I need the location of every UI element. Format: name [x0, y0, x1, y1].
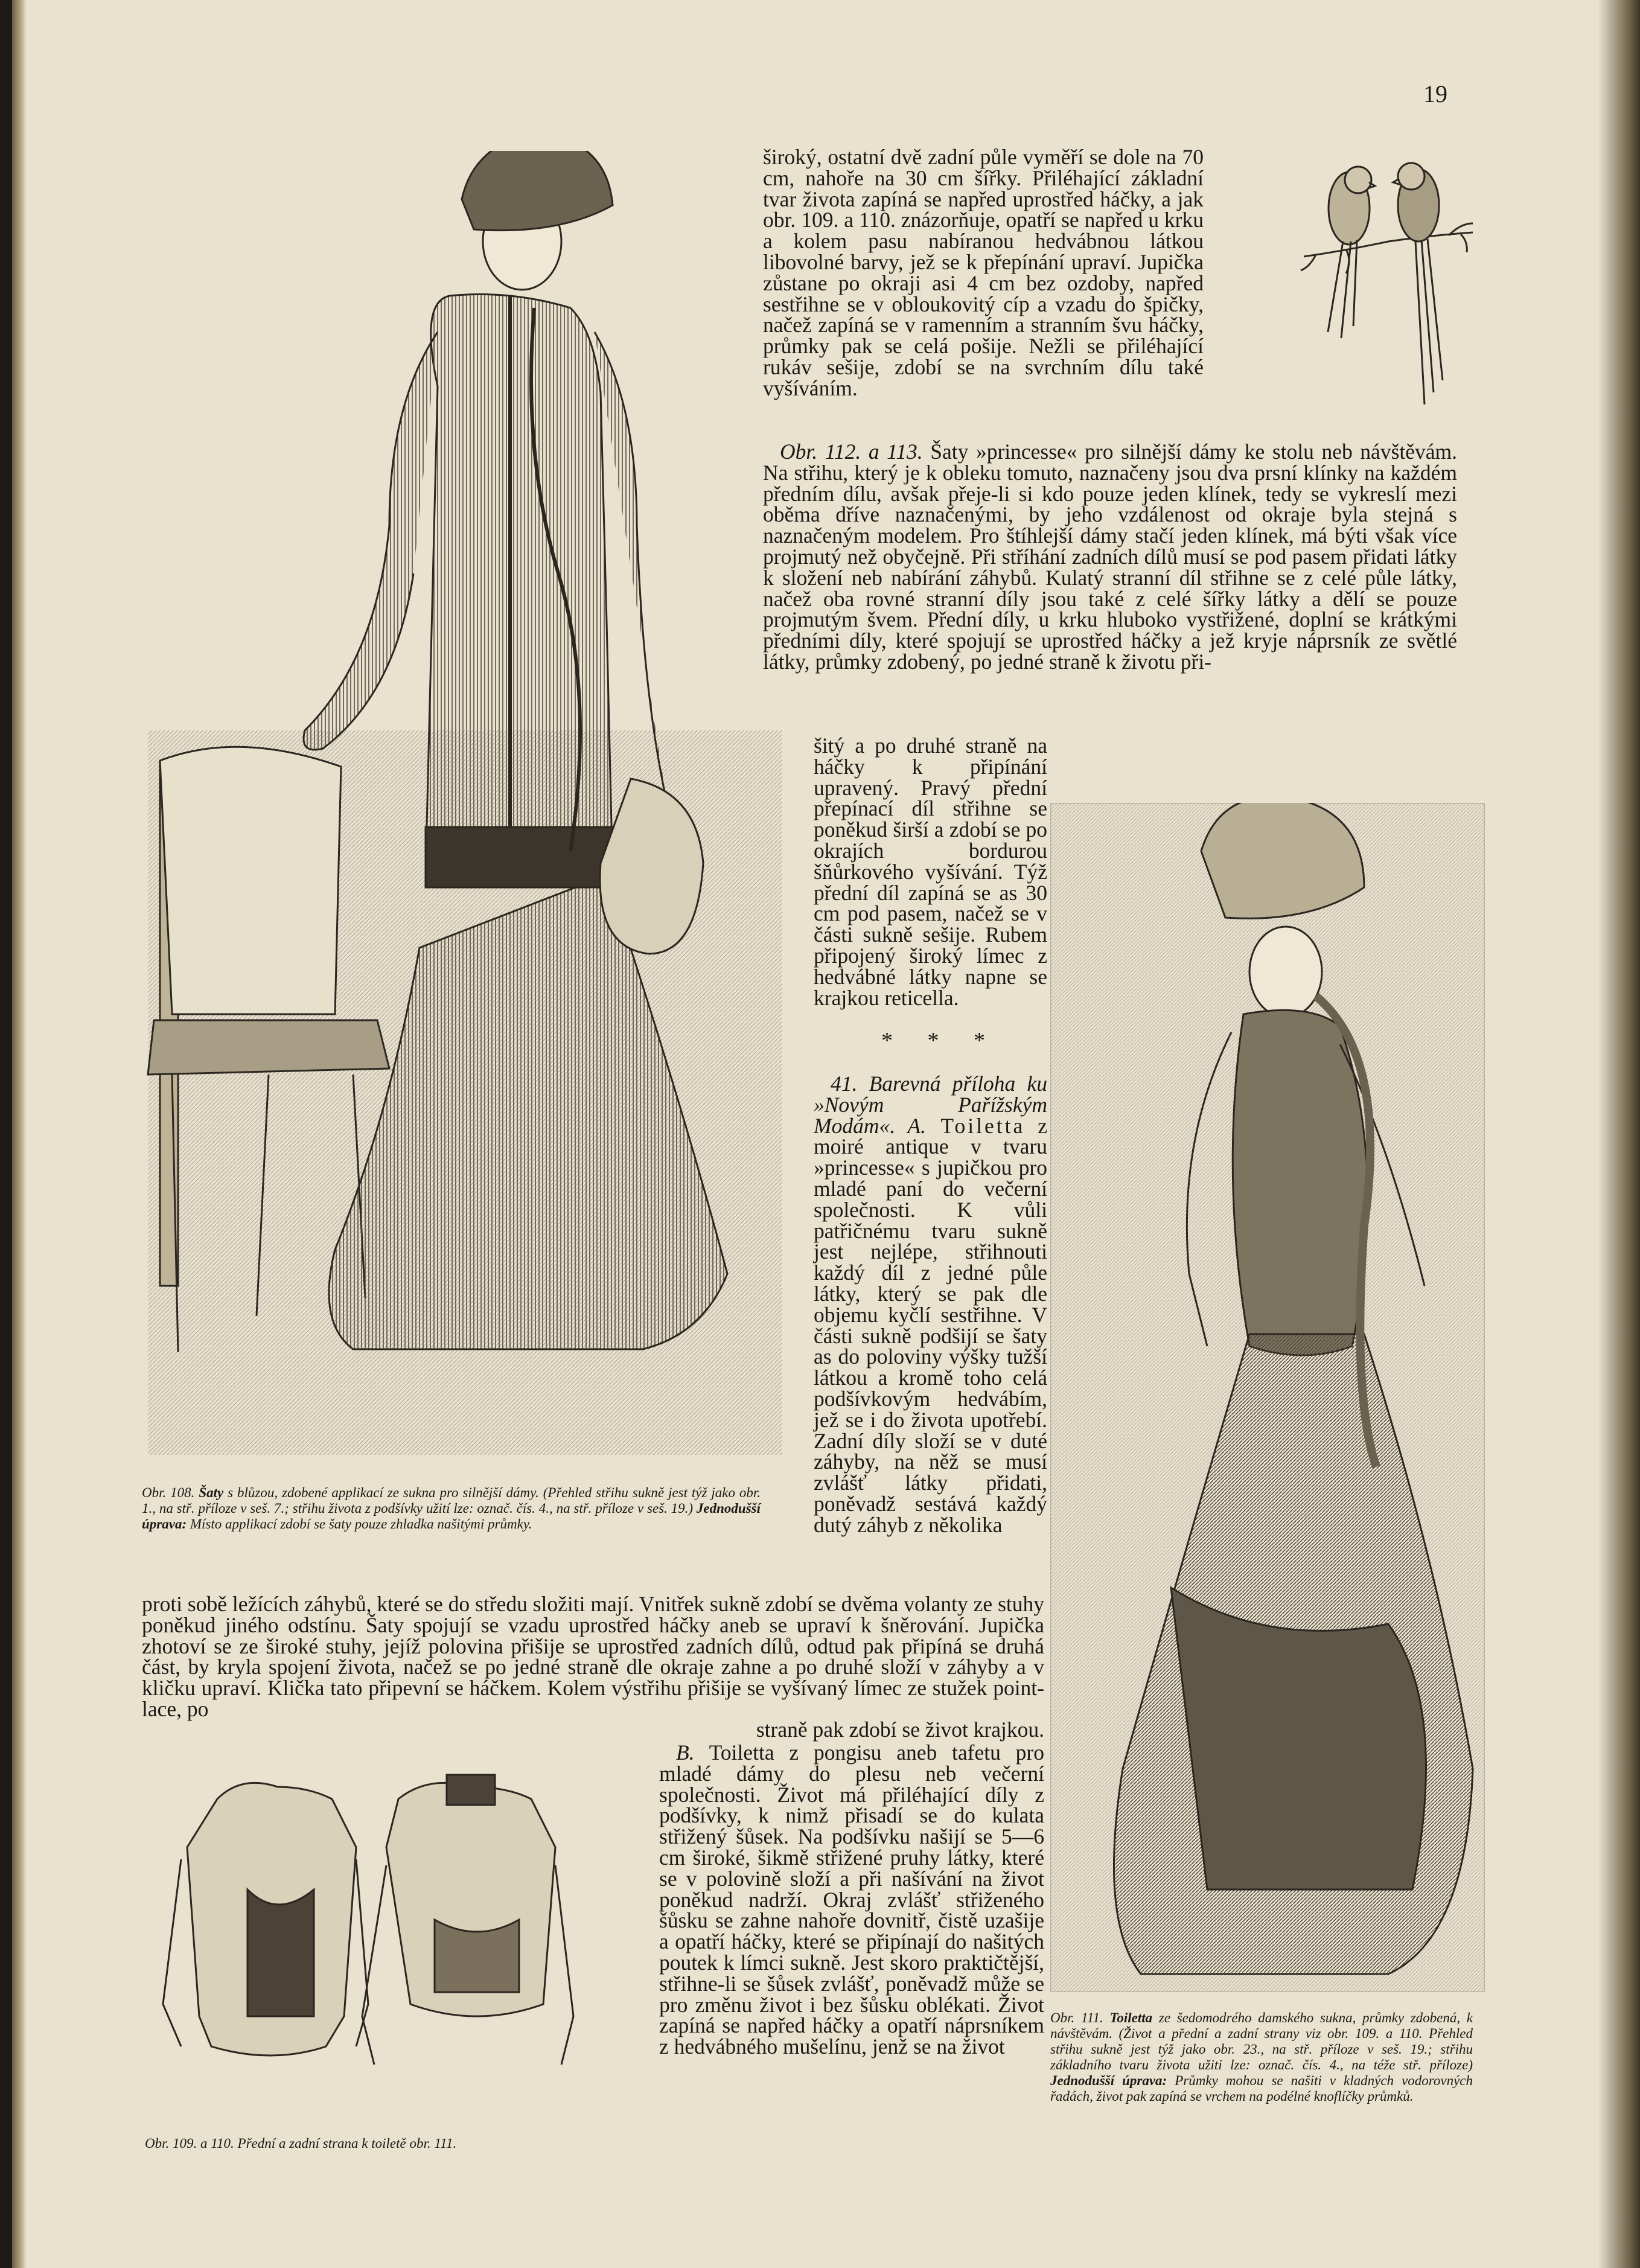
priloha-label: 41. Barevná příloha ku »Novým Pařížským Modám«. — [814, 1072, 1047, 1138]
caption-obr108-title: Šaty — [199, 1485, 224, 1500]
obr112-text: Šaty »princesse« pro silnější dámy ke stolu neb návštěvám. Na střihu, který je k obleku tomuto, naznačeny jsou dva prsní klínky na každém předním dílu, avšak přeje-li si kdo pouze jeden klínek, tedy se vykreslí mezi oběma dříve naznačenými, by jeho vzdálenost od okraje byla stejná s naznačeným modelem. Pro štíhlejší dámy stačí jeden klínek, má býti však více projmutý než obyčejně. Při stříhání zadních dílů musí se pod pasem přidati látky k složení neb nabírání záhybů. Kulatý stranní díl střihne se z celé půle látky, načež oba rovné stranní díly jsou také z celé šířky látky a dělí se pouze projmutým švem. Přední díly, u krku hluboko vystřižené, doplní se krátkými předními díly, které spojují se uprostřed háčky a jež kryje náprsník ze světlé látky, průmky zdobený, po jedné straně k životu při- — [763, 439, 1457, 674]
article-wide-paragraph-end — [643, 1719, 1044, 1740]
caption-obr111-simple: Jednodušší úprava: — [1050, 2073, 1167, 2088]
page-right-edge — [1598, 0, 1640, 2268]
caption-obr108-simple: Jednodušší úprava: — [142, 1501, 761, 1532]
priloha-letter: A. — [895, 1113, 926, 1138]
section-separator-stars: * * * — [881, 1028, 1000, 1053]
section-b-text: Toiletta z pongisu aneb tafetu pro mladé dámy do plesu neb večerní společnosti. Život má přiléhající díly z podšívky, k nimž přisadí se do kulata střižený šůsek. Na podšívku našijí se 5—6 cm široké, šikmě střižené pruhy látky, které se v polovině složí a při našívání na život poněkud nadrží. Okraj zvlášť střiženého šůsku se zahne nahoře dovnitř, čistě uzašije a opatří háčky, které se připínají do našitých poutek k límci sukně. Jest skoro praktičtější, střihne-li se šůsek zvlášť, poněvadž může se pro změnu život i bez šůsku oblékati. Život zapíná se napřed háčky a opatří náprsníkem z hedvábného mušelínu, jenž se na život — [659, 1740, 1044, 2059]
caption-obr111-title: Toiletta — [1109, 2010, 1153, 2025]
parakeets-illustration — [1292, 151, 1485, 435]
obr112-label: Obr. 112. a 113. — [780, 439, 923, 464]
section-b-label: B. — [676, 1740, 695, 1765]
article-wide-paragraph — [142, 1594, 1044, 1720]
bodice-front-back-engraving — [157, 1763, 610, 2101]
figure-obr111-engraving — [1050, 803, 1485, 1992]
figure-obr108-engraving — [136, 151, 794, 1455]
priloha-text: z moiré antique v tvaru »princesse« s jupičkou pro mladé paní do večerní společnosti. K vůli patřičnému tvaru sukně jest nejlépe, střihnouti každý díl z jedné půle látky, který se pak dle objemu kyčlí sestřihne. V části sukně podšijí se šaty as do poloviny výšky tužší látkou a kromě toho celá podšívkovým hedvábím, jež se i do života upotřebí. Zadní díly složí se v duté záhyby, na něž se musí zvlášť látky přidati, poněvadž sestává každý dutý záhyb z několika — [814, 1113, 1048, 1537]
caption-obr108-label: Obr. 108. — [142, 1485, 195, 1500]
page-binding-edge — [12, 0, 27, 2268]
caption-obr108-text: s blůzou, zdobené applikací ze sukna pro silnější dámy. (Přehled střihu sukně jest týž jako obr. 1., na stř. příloze v seš. 7.; střihu života z podšívky užití lze: označ. čís. 4., na stř. příloze v seš. 19.) — [142, 1485, 761, 1516]
caption-obr108 — [142, 1485, 761, 1532]
caption-obr108-end: Místo applikací zdobí se šaty pouze zhladka našitými průmky. — [187, 1516, 532, 1532]
caption-obr111-end: Průmky mohou se našiti v kladných vodorovných řadách, život pak zapíná se vrchem na podélné knoflíčky průmků. — [1050, 2073, 1473, 2104]
priloha-spaced-word: Toiletta — [926, 1113, 1026, 1138]
caption-obr111-text: ze šedomodrého damského sukna, průmky zdobená, k návštěvám. (Život a přední a zadní strany viz obr. 109. a 110. Přehled střihu sukně jest týž jako obr. 23., na stř. příloze v seš. 19.; střihu základního tvaru života užiti lze: označ. čís. 4., na téže stř. příloze) — [1050, 2010, 1473, 2072]
article-obr112-continuation — [814, 735, 1047, 1008]
article-section-b — [659, 1742, 1044, 2057]
caption-obr109-110: Obr. 109. a 110. Přední a zadní strana k toiletě obr. 111. — [145, 2136, 457, 2151]
caption-obr111 — [1050, 2010, 1473, 2104]
magazine-page — [12, 0, 1640, 2268]
obr112-continuation-text: šitý a po druhé straně na háčky k připínání upravený. Pravý přední přepínací díl střihne se poněkud širší a zdobí se po okrajích bordurou šňůrkového vyšívání. Týž přední díl zapíná se as 30 cm pod pasem, načež se v části sukně sešije. Rubem připojený široký límec z hedvábné látky napne se krajkou reticella. — [814, 733, 1047, 1010]
article-priloha-paragraph — [814, 1073, 1047, 1536]
top-paragraph-text: široký, ostatní dvě zadní půle vyměří se dole na 70 cm, nahoře na 30 cm šířky. Přiléhající základní tvar života zapíná se napřed uprostřed háčky, a jak obr. 109. a 110. znázorňuje, opatří se napřed u krku a kolem pasu nabíranou hedvábnou látkou libovolné barvy, jež se k přepínání upraví. Jupička zůstane po okraji asi 4 cm bez ozdoby, napřed sestřihne se v obloukovitý cíp a vzadu do špičky, načež zapíná se v ramenním a stranním švu háčky, průmky pak se celá pošije. Nežli se přiléhající rukáv sešije, zdobí se na svrchním dílu také vyšíváním. — [763, 145, 1204, 400]
wide-paragraph-end-text: straně pak zdobí se život krajkou. — [756, 1717, 1044, 1742]
article-top-paragraph — [763, 147, 1204, 399]
article-obr112-paragraph — [763, 441, 1457, 672]
page-number: 19 — [1423, 80, 1447, 107]
caption-obr111-label: Obr. 111. — [1050, 2010, 1103, 2025]
wide-paragraph-text: proti sobě ležících záhybů, které se do středu složiti mají. Vnitřek sukně zdobí se dvěma volanty ze stuhy poněkud jiného odstínu. Šaty spojují se vzadu uprostřed háčky aneb se upraví k šněrování. Jupička zhotoví se ze široké stuhy, jejíž polovina přišije se uprostřed zadních dílů, odtud pak připíná se druhá část, by kryla spojení života, načež se po jedné straně dle okraje zahne a po druhé složí v záhyby a v kličku upraví. Klička tato připevní se háčkem. Kolem výstřihu přišije se vyšívaný límec ze stužek point-lace, po — [142, 1592, 1044, 1721]
